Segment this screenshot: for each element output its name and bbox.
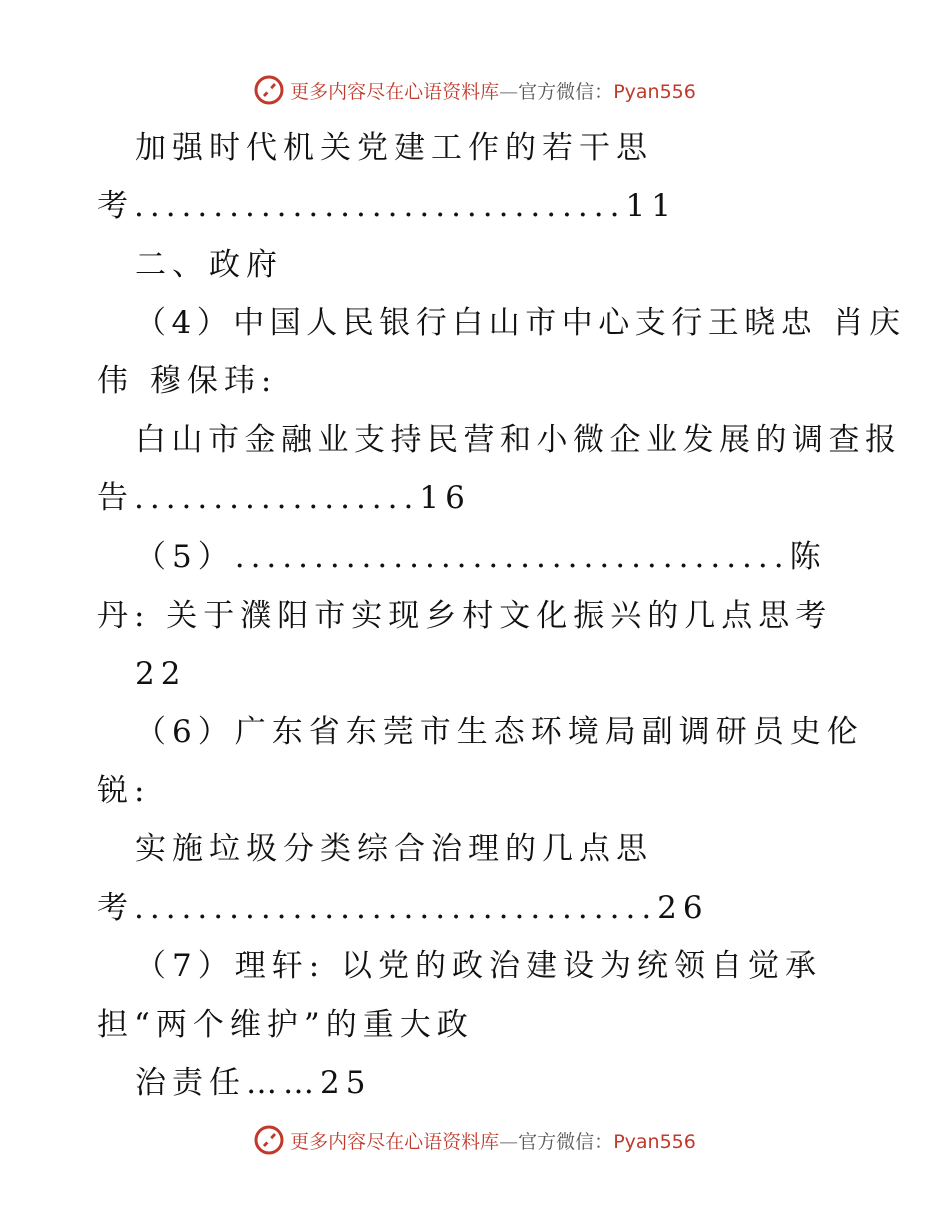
toc-entry-title-cont: 考.................................26	[97, 890, 709, 926]
footer-watermark	[0, 1120, 950, 1160]
watermark-text: 更多内容尽在心语资料库—官方微信：Pyan556	[290, 1130, 696, 1153]
toc-entry-author-cont: 伟 穆保玮:	[97, 363, 278, 399]
toc-entry-author: （6）广东省东莞市生态环境局副调研员史伦	[135, 714, 864, 750]
seal-logo-icon	[254, 1125, 284, 1155]
toc-entry-title: 加强时代机关党建工作的若干思	[135, 130, 653, 166]
toc-entry-author: （4）中国人民银行白山市中心支行王晓忠 肖庆	[135, 305, 906, 341]
toc-entry-title-cont: 告..................16	[97, 480, 471, 516]
toc-entry-title-cont: 考...............................11	[97, 188, 677, 224]
header-watermark	[0, 70, 950, 110]
toc-entry-author-cont: 锐:	[97, 773, 151, 809]
toc-entry-author: （7）理轩: 以党的政治建设为统领自觉承	[135, 948, 823, 984]
watermark-text: 更多内容尽在心语资料库—官方微信：Pyan556	[290, 80, 696, 103]
seal-logo-icon	[254, 75, 284, 105]
section-heading: 二、政府	[135, 247, 283, 283]
toc-entry-title: 担“两个维护”的重大政	[97, 1007, 474, 1043]
toc-entry-title: 实施垃圾分类综合治理的几点思	[135, 831, 653, 867]
toc-entry-title: 白山市金融业支持民营和小微企业发展的调查报	[135, 422, 902, 458]
toc-entry-title: 丹: 关于濮阳市实现乡村文化振兴的几点思考	[97, 598, 833, 634]
toc-entry-page-number: 22	[135, 656, 187, 692]
toc-entry-author: （5）...................................陈	[135, 539, 827, 575]
toc-entry-title-cont: 治责任……25	[135, 1065, 372, 1101]
